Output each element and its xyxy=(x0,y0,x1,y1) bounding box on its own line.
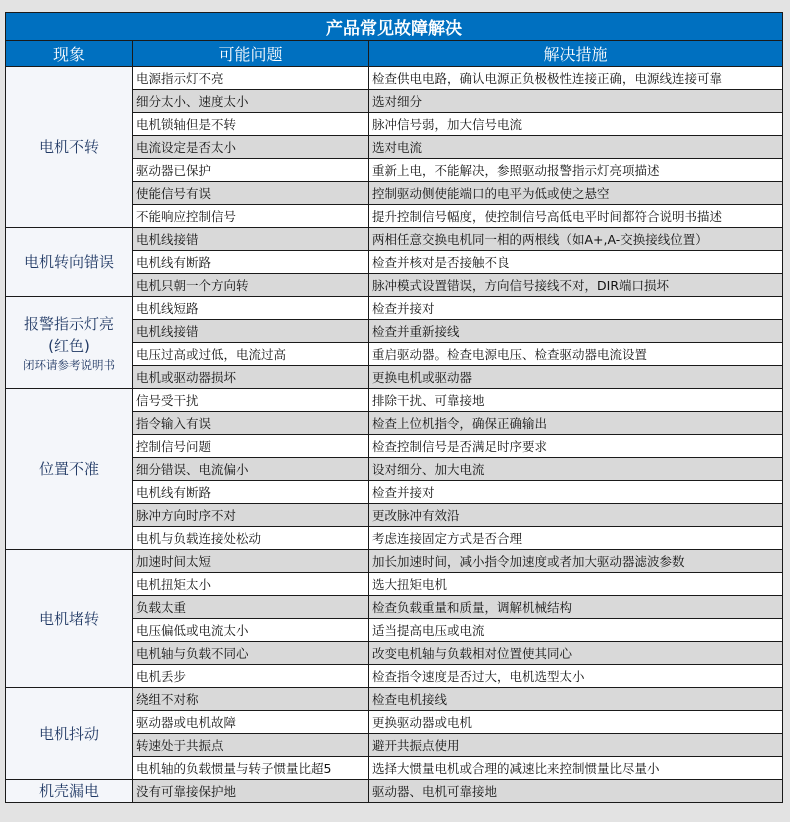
possible-cause-cell: 信号受干扰 xyxy=(133,389,369,412)
solution-cell: 设对细分、加大电流 xyxy=(369,458,783,481)
possible-cause-cell: 负载太重 xyxy=(133,596,369,619)
symptom-cell xyxy=(6,67,133,228)
possible-cause-cell: 电机线接错 xyxy=(133,228,369,251)
possible-cause-cell: 电源指示灯不亮 xyxy=(133,67,369,90)
solution-cell: 脉冲信号弱，加大信号电流 xyxy=(369,113,783,136)
table-row xyxy=(6,780,783,803)
solution-cell: 驱动器、电机可靠接地 xyxy=(369,780,783,803)
solution-cell: 检查并接对 xyxy=(369,297,783,320)
solution-cell: 检查供电电路，确认电源正负极极性连接正确，电源线连接可靠 xyxy=(369,67,783,90)
troubleshooting-table xyxy=(5,12,783,803)
symptom-cell xyxy=(6,228,133,297)
possible-cause-cell: 电机线有断路 xyxy=(133,251,369,274)
header-solution: 解决措施 xyxy=(369,41,783,67)
solution-cell: 检查电机接线 xyxy=(369,688,783,711)
solution-cell: 检查并接对 xyxy=(369,481,783,504)
symptom-cell xyxy=(6,688,133,780)
possible-cause-cell: 电机丢步 xyxy=(133,665,369,688)
solution-cell: 提升控制信号幅度，使控制信号高低电平时间都符合说明书描述 xyxy=(369,205,783,228)
solution-cell: 重启驱动器。检查电源电压、检查驱动器电流设置 xyxy=(369,343,783,366)
table-title: 产品常见故障解决 xyxy=(6,13,783,41)
symptom-cell xyxy=(6,780,133,803)
solution-cell: 改变电机轴与负载相对位置使其同心 xyxy=(369,642,783,665)
possible-cause-cell: 电压过高或过低，电流过高 xyxy=(133,343,369,366)
symptom-sublabel: (红色) xyxy=(48,336,90,355)
possible-cause-cell: 电机或驱动器损坏 xyxy=(133,366,369,389)
solution-cell: 检查并核对是否接触不良 xyxy=(369,251,783,274)
table-row xyxy=(6,550,783,573)
possible-cause-cell: 驱动器或电机故障 xyxy=(133,711,369,734)
table-row xyxy=(6,297,783,320)
possible-cause-cell: 控制信号问题 xyxy=(133,435,369,458)
table-row xyxy=(6,228,783,251)
solution-cell: 选择大惯量电机或合理的减速比来控制惯量比尽量小 xyxy=(369,757,783,780)
possible-cause-cell: 加速时间太短 xyxy=(133,550,369,573)
header-symptom: 现象 xyxy=(6,41,133,67)
possible-cause-cell: 电机只朝一个方向转 xyxy=(133,274,369,297)
symptom-label: 电机转向错误 xyxy=(23,253,114,271)
solution-cell: 重新上电，不能解决，参照驱动报警指示灯亮项描述 xyxy=(369,159,783,182)
solution-cell: 更换驱动器或电机 xyxy=(369,711,783,734)
symptom-label: 电机不转 xyxy=(38,138,99,156)
possible-cause-cell: 电机线短路 xyxy=(133,297,369,320)
possible-cause-cell: 没有可靠接保护地 xyxy=(133,780,369,803)
solution-cell: 检查上位机指令，确保正确输出 xyxy=(369,412,783,435)
solution-cell: 两相任意交换电机同一相的两根线（如A+,A-交换接线位置） xyxy=(369,228,783,251)
possible-cause-cell: 指令输入有误 xyxy=(133,412,369,435)
symptom-label: 机壳漏电 xyxy=(38,782,99,800)
solution-cell: 脉冲模式设置错误，方向信号接线不对，DIR端口损坏 xyxy=(369,274,783,297)
possible-cause-cell: 细分太小、速度太小 xyxy=(133,90,369,113)
solution-cell: 检查指令速度是否过大，电机选型太小 xyxy=(369,665,783,688)
possible-cause-cell: 绕组不对称 xyxy=(133,688,369,711)
table-row xyxy=(6,67,783,90)
solution-cell: 排除干扰、可靠接地 xyxy=(369,389,783,412)
solution-cell: 选对细分 xyxy=(369,90,783,113)
table-body xyxy=(6,67,783,803)
solution-cell: 加长加速时间，减小指令加速度或者加大驱动器滤波参数 xyxy=(369,550,783,573)
possible-cause-cell: 电流设定是否太小 xyxy=(133,136,369,159)
possible-cause-cell: 电机扭矩太小 xyxy=(133,573,369,596)
table-row xyxy=(6,389,783,412)
possible-cause-cell: 电机与负载连接处松动 xyxy=(133,527,369,550)
table-row xyxy=(6,688,783,711)
header-possible-cause: 可能问题 xyxy=(133,41,369,67)
symptom-cell xyxy=(6,389,133,550)
solution-cell: 检查并重新接线 xyxy=(369,320,783,343)
symptom-note: 闭环请参考说明书 xyxy=(23,357,115,372)
possible-cause-cell: 电机锁轴但是不转 xyxy=(133,113,369,136)
solution-cell: 控制驱动侧使能端口的电平为低或使之悬空 xyxy=(369,182,783,205)
possible-cause-cell: 脉冲方向时序不对 xyxy=(133,504,369,527)
symptom-label: 报警指示灯亮 xyxy=(23,314,114,333)
possible-cause-cell: 不能响应控制信号 xyxy=(133,205,369,228)
possible-cause-cell: 电机线有断路 xyxy=(133,481,369,504)
symptom-cell xyxy=(6,297,133,389)
possible-cause-cell: 电机轴的负载惯量与转子惯量比超5 xyxy=(133,757,369,780)
possible-cause-cell: 使能信号有误 xyxy=(133,182,369,205)
solution-cell: 选对电流 xyxy=(369,136,783,159)
possible-cause-cell: 细分错误、电流偏小 xyxy=(133,458,369,481)
possible-cause-cell: 电压偏低或电流太小 xyxy=(133,619,369,642)
solution-cell: 检查负载重量和质量，调解机械结构 xyxy=(369,596,783,619)
possible-cause-cell: 电机轴与负载不同心 xyxy=(133,642,369,665)
symptom-label: 位置不准 xyxy=(38,460,99,478)
possible-cause-cell: 电机线接错 xyxy=(133,320,369,343)
symptom-label: 电机堵转 xyxy=(38,609,99,628)
solution-cell: 更换电机或驱动器 xyxy=(369,366,783,389)
possible-cause-cell: 驱动器已保护 xyxy=(133,159,369,182)
solution-cell: 检查控制信号是否满足时序要求 xyxy=(369,435,783,458)
solution-cell: 更改脉冲有效沿 xyxy=(369,504,783,527)
solution-cell: 选大扭矩电机 xyxy=(369,573,783,596)
solution-cell: 考虑连接固定方式是否合理 xyxy=(369,527,783,550)
solution-cell: 避开共振点使用 xyxy=(369,734,783,757)
possible-cause-cell: 转速处于共振点 xyxy=(133,734,369,757)
symptom-label: 电机抖动 xyxy=(38,724,99,743)
solution-cell: 适当提高电压或电流 xyxy=(369,619,783,642)
symptom-cell xyxy=(6,550,133,688)
